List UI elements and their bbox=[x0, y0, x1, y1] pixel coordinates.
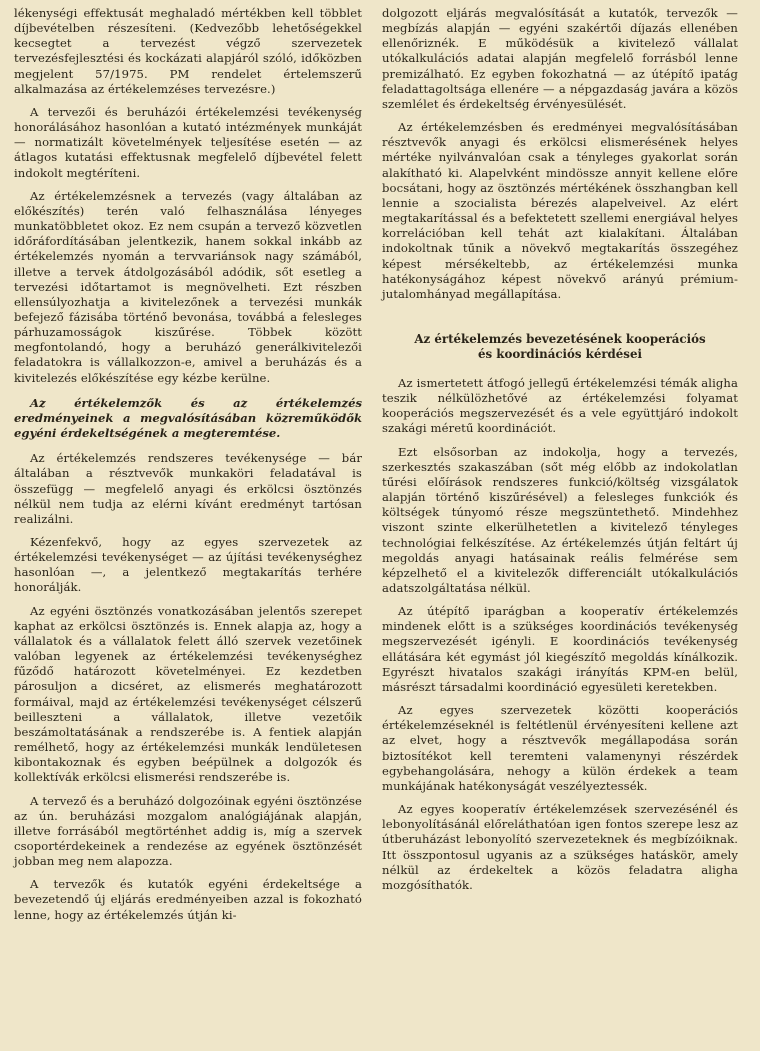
subheading: Az értékelemzők és az értékelemzés eredményeinek a megvalósításában közreműködők egyéni érdekeltségének a megteremtése. bbox=[14, 395, 362, 441]
paragraph: Az egyes szervezetek közötti kooperációs értékelemzéseknél is feltétlenül érvényesíteni kellene azt az elvet, hogy a résztvevők megállapodása során biztosítékot kell teremteni valamenynyi részérdek egybehangolására, nehogy a külön érdekek a team munkájának hatékonyságát veszélyeztessék. bbox=[382, 703, 738, 793]
section-title-line: Az értékelemzés bevezetésének kooperációs bbox=[414, 331, 706, 346]
paragraph: Az ismertetett átfogó jellegű értékelemzési témák aligha teszik nélkülözhetővé az értékelemzési folyamat kooperációs megszervezését és a vele együttjáró indokolt szakági méretű koordinációt. bbox=[382, 375, 738, 436]
paragraph: A tervezői és beruházói értékelemzési tevékenység honorálásához hasonlóan a kutató intézmények munkáját — normatizált követelmények teljesítése esetén — az átlagos kutatási effektusnak megfelelő díjbevétel felett indokolt megtéríteni. bbox=[14, 104, 362, 180]
paragraph: A tervezők és kutatók egyéni érdekeltsége a bevezetendő új eljárás eredményeiben azzal is fokozható lenne, hogy az értékelemzés útján ki- bbox=[14, 877, 362, 922]
section-title bbox=[382, 332, 738, 362]
paragraph: Ezt elsősorban az indokolja, hogy a tervezés, szerkesztés szakaszában (sőt még előbb az indokolatlan tűrési előírások rendszeres funkció/költség vizsgálatok alapján történő kiszűrésével) a felesleges funkciók és költségek túnyomó része megszüntethető. Mindehhez viszont szinte elkerülhetetlen a kivitelező tényleges technológiai felkészítése. Az értékelemzés útján feltárt új megoldás anyagi hatásainak reális felmérése sem képzelhető el a kivitelezők differenciált utókalkulációs adatszolgáltatása nélkül. bbox=[382, 444, 738, 595]
section-title-line: és koordinációs kérdései bbox=[478, 346, 642, 361]
left-column bbox=[14, 6, 376, 1051]
right-column bbox=[376, 6, 738, 1051]
paragraph: Az értékelemzésben és eredményei megvalósításában résztvevők anyagi és erkölcsi elismerésének helyes mértéke nyilvánvalóan csak a tényleges gyakorlat során alakítható ki. Alapelvként mindössze annyit kellene előre bocsátani, hogy az ösztönzés mértékének összhangban kell lennie a szocialista bérezés alapelveivel. Az elért megtakarítással és a befektetett szellemi energiával helyes korrelációban kell tehát azt kialakítani. Általában indokoltnak tűnik a növekvő megtakarítás összegéhez képest mérsékeltebb, az értékelemzési munka hatékonyságához képest növekvő arányú prémium-jutalomhányad megállapítása. bbox=[382, 120, 738, 301]
paragraph: Az egyes kooperatív értékelemzések szervezésénél és lebonyolításánál előreláthatóan igen fontos szerepe lesz az útberuházást lebonyolító szervezeteknek és megbízóiknak. Itt összpontosul ugyanis az a szükséges hatáskör, amely nélkül az érdekeltek a közös feladatra aligha mozgósíthatók. bbox=[382, 802, 738, 892]
paragraph: Az útépítő iparágban a kooperatív értékelemzés mindenek előtt is a szükséges koordinációs tevékenység megszervezését igényli. E koordinációs tevékenység ellátására két egymást jól kiegészítő megoldás kínálkozik. Egyrészt hivatalos szakági irányítás KPM-en belül, másrészt társadalmi koordináció egyesületi keretekben. bbox=[382, 604, 738, 694]
paragraph: dolgozott eljárás megvalósítását a kutatók, tervezők — megbízás alapján — egyéni szakértői díjazás ellenében ellenőriznék. E működésük a kivitelező vállalat utókalkulációs adatai alapján megfelelő forrásból lenne premizálható. Ez egyben fokozhatná — az útépítő ipatág feladattagoltsága ellenére — a népgazdaság javára a közös szemlélet és érdekeltség érvényesülését. bbox=[382, 6, 738, 111]
paragraph: Az értékelemzés rendszeres tevékenysége — bár általában a résztvevők munkaköri feladatával is összefügg — megfelelő anyagi és erkölcsi ösztönzés nélkül nem tudja az elérni kívánt eredményt tartósan realizálni. bbox=[14, 451, 362, 526]
paragraph: Az egyéni ösztönzés vonatkozásában jelentős szerepet kaphat az erkölcsi ösztönzés is. Ennek alapja az, hogy a vállalatok és a vállalatok felett álló szervek vezetőinek valóban legyenek az értékelemzési tevékenységhez fűződő határozott követelményei. Ez kezdetben párosuljon a dicséret, az elismerés meghatározott formáival, majd az értékelemzési tevékenységet célszerű beilleszteni a vállalatok, illetve vezetőik beszámoltatásának a rendszerébe is. A fentiek alapján remélhető, hogy az értékelemzési munkák lendületesen kibontakoznak és egyben beépülnek a dolgozók és kollektívák erkölcsi elismerési rendszerébe is. bbox=[14, 603, 362, 785]
paragraph: Az értékelemzésnek a tervezés (vagy általában az előkészítés) terén való felhasználása lényeges munkatöbbletet okoz. Ez nem csupán a tervező közvetlen időráfordításában jelentkezik, hanem sokkal inkább az értékelemzés nyomán a tervvariánsok nagy számából, illetve a tervek átdolgozásából adódik, sőt esetleg a tervezési időtartamot is megnövelheti. Ezt részben ellensúlyozhatja a kivitelezőnek a tervezési munkák befejező fázisába történő bevonása, továbbá a felesleges párhuzamosságok kiszűrése. Többek között megfontolandó, hogy a beruházó generálkivitelezői feladatokra is vállalkozzon-e, amivel a beruházás és a kivitelezés előkészítése egy kézbe kerülne. bbox=[14, 188, 362, 385]
paragraph: A tervező és a beruházó dolgozóinak egyéni ösztönzése az ún. beruházási mozgalom analógiájának alapján, illetve forrásából megtörténhet addig is, míg a szervek csoportérdekeinek a rendezése az egyének ösztönzését jobban meg nem alapozza. bbox=[14, 793, 362, 869]
paragraph: Kézenfekvő, hogy az egyes szervezetek az értékelemzési tevékenységet — az újítási tevékenységhez hasonlóan —, a jelentkező megtakarítás terhére honorálják. bbox=[14, 535, 362, 595]
paragraph: lékenységi effektusát meghaladó mértékben kell többlet díjbevételben részesíteni. (Kedvezőbb lehetőségekkel kecsegtet a tervezést végző szervezetek tervezésfejlesztési és kockázati alapjáról szóló, időközben megjelent 57/1975. PM rendelet értelemszerű alkalmazása az értékelemzéses tervezésre.) bbox=[14, 6, 362, 96]
